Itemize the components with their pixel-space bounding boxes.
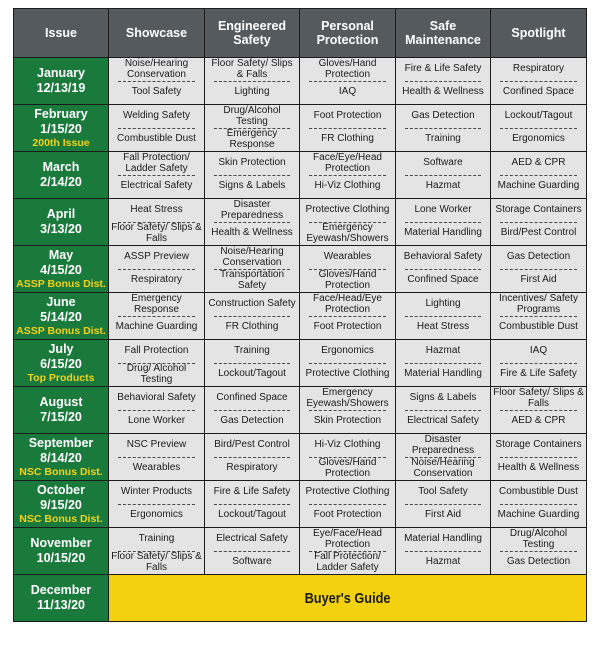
topic-cell-engineered-safety: [205, 528, 300, 575]
topic-primary: Bird/Pest Control: [214, 439, 290, 451]
issue-cell: [14, 387, 109, 434]
topic-cell-spotlight: [491, 293, 587, 340]
topic-cell-spotlight: [491, 387, 587, 434]
issue-date: 10/15/20: [36, 551, 86, 565]
topic-secondary: Ergonomics: [512, 133, 565, 145]
topic-secondary: Confined Space: [407, 274, 479, 286]
table-row: [14, 293, 587, 340]
topic-primary: Signs & Labels: [409, 392, 477, 404]
topic-primary: Behavioral Safety: [403, 251, 483, 263]
issue-date: 6/15/20: [40, 356, 82, 371]
header-personal-protection: Personal Protection: [300, 9, 396, 58]
issue-date: 8/14/20: [40, 450, 82, 465]
topic-secondary: AED & CPR: [511, 415, 566, 427]
table-row: [14, 246, 587, 293]
topic-secondary: Fall Protection/ Ladder Safety: [314, 551, 381, 573]
topic-secondary: Emergency Eyewash/Showers: [306, 222, 389, 244]
topic-cell-spotlight: [491, 152, 587, 199]
topic-cell-spotlight: [491, 340, 587, 387]
topic-cell-personal-protection: [300, 58, 396, 105]
topic-cell-personal-protection: [300, 152, 396, 199]
table-row: [14, 58, 587, 105]
topic-secondary: Gas Detection: [220, 415, 284, 427]
topic-primary: ASSP Preview: [124, 251, 189, 263]
topic-primary: Hi-Viz Clothing: [314, 439, 381, 451]
topic-secondary: Material Handling: [404, 368, 482, 380]
topic-secondary: FR Clothing: [321, 133, 374, 145]
topic-secondary: Fire & Life Safety: [500, 368, 577, 380]
topic-cell-personal-protection: [300, 105, 396, 152]
issue-note: NSC Bonus Dist.: [19, 465, 103, 478]
issue-note: NSC Bonus Dist.: [19, 512, 103, 525]
topic-cell-showcase: [109, 293, 205, 340]
issue-month: January: [37, 66, 85, 80]
topic-secondary: Machine Guarding: [497, 180, 580, 192]
topic-cell-safe-maintenance: [396, 340, 491, 387]
topic-primary: Incentives/ Safety Programs: [499, 293, 578, 315]
topic-primary: Eye/Face/Head Protection: [313, 528, 382, 550]
topic-secondary: Ergonomics: [130, 509, 183, 521]
topic-primary: Winter Products: [120, 486, 193, 498]
topic-primary: Training: [138, 533, 175, 545]
header-safe-maintenance: Safe Maintenance: [396, 9, 491, 58]
issue-date: 2/14/20: [40, 175, 82, 189]
topic-cell-engineered-safety: [205, 199, 300, 246]
issue-date: 1/15/20: [40, 121, 82, 136]
editorial-calendar: [13, 8, 587, 622]
issue-date: 4/15/20: [40, 262, 82, 277]
issue-month: May: [48, 247, 74, 262]
issue-month: February: [34, 106, 88, 121]
topic-secondary: Emergency Response: [226, 128, 278, 150]
issue-cell: [14, 152, 109, 199]
buyers-guide-label: Buyer's Guide: [304, 589, 391, 607]
issue-cell: [14, 58, 109, 105]
topic-secondary: Tool Safety: [131, 86, 182, 98]
topic-primary: Behavioral Safety: [117, 392, 196, 404]
topic-primary: Noise/Hearing Conservation: [220, 246, 284, 268]
topic-primary: Emergency Eyewash/Showers: [306, 387, 389, 409]
topic-cell-safe-maintenance: [396, 58, 491, 105]
topic-cell-personal-protection: [300, 434, 396, 481]
topic-cell-safe-maintenance: [396, 199, 491, 246]
topic-primary: Material Handling: [404, 533, 482, 545]
issue-note: Top Products: [27, 371, 95, 384]
header-engineered-safety: Engineered Safety: [205, 9, 300, 58]
issue-month: August: [39, 395, 83, 409]
topic-cell-safe-maintenance: [396, 152, 491, 199]
topic-cell-showcase: [109, 58, 205, 105]
topic-primary: Drug/Alcohol Testing: [223, 105, 281, 127]
topic-primary: Gas Detection: [506, 251, 571, 263]
issue-cell: [14, 481, 109, 528]
issue-cell: [14, 199, 109, 246]
topic-secondary: Drug/ Alcohol Testing: [126, 363, 187, 385]
topic-primary: Protective Clothing: [305, 486, 390, 498]
topic-primary: Fall Protection: [124, 345, 189, 357]
table-row: [14, 434, 587, 481]
topic-primary: Confined Space: [216, 392, 288, 404]
topic-cell-spotlight: [491, 246, 587, 293]
topic-primary: Gas Detection: [411, 110, 475, 122]
topic-primary: Storage Containers: [495, 204, 582, 216]
topic-secondary: Gloves/Hand Protection: [318, 457, 377, 479]
topic-cell-spotlight: [491, 434, 587, 481]
topic-primary: Emergency Response: [131, 293, 182, 315]
topic-secondary: Hazmat: [425, 180, 461, 192]
topic-cell-showcase: [109, 340, 205, 387]
topic-cell-personal-protection: [300, 387, 396, 434]
issue-note: ASSP Bonus Dist.: [16, 277, 106, 290]
issue-cell: [14, 246, 109, 293]
topic-primary: Electrical Safety: [216, 533, 288, 545]
topic-cell-showcase: [109, 105, 205, 152]
issue-month: September: [28, 435, 94, 450]
topic-cell-spotlight: [491, 199, 587, 246]
table-row: [14, 199, 587, 246]
topic-cell-showcase: [109, 481, 205, 528]
topic-cell-showcase: [109, 152, 205, 199]
topic-cell-engineered-safety: [205, 387, 300, 434]
topic-secondary: Respiratory: [226, 462, 278, 474]
topic-primary: Foot Protection: [313, 110, 382, 122]
table-row: [14, 575, 587, 622]
issue-cell: [14, 105, 109, 152]
table-row: [14, 340, 587, 387]
topic-cell-showcase: [109, 246, 205, 293]
topic-secondary: Transportation Safety: [219, 269, 285, 291]
issue-cell: [14, 340, 109, 387]
issue-date: 12/13/19: [36, 81, 86, 95]
issue-cell: [14, 575, 109, 622]
topic-secondary: Material Handling: [404, 227, 482, 239]
topic-primary: Fire & Life Safety: [213, 486, 291, 498]
topic-cell-engineered-safety: [205, 246, 300, 293]
topic-cell-engineered-safety: [205, 340, 300, 387]
issue-month: July: [48, 341, 74, 356]
topic-secondary: Noise/Hearing Conservation: [411, 457, 475, 479]
header-issue: Issue: [14, 9, 109, 58]
topic-cell-safe-maintenance: [396, 481, 491, 528]
topic-cell-personal-protection: [300, 199, 396, 246]
topic-secondary: FR Clothing: [225, 321, 279, 333]
topic-secondary: Bird/Pest Control: [500, 227, 577, 239]
topic-secondary: Signs & Labels: [218, 180, 286, 192]
issue-date: 9/15/20: [40, 497, 82, 512]
topic-cell-safe-maintenance: [396, 528, 491, 575]
topic-cell-showcase: [109, 434, 205, 481]
topic-cell-engineered-safety: [205, 434, 300, 481]
topic-primary: Storage Containers: [495, 439, 582, 451]
table-row: [14, 105, 587, 152]
topic-secondary: Training: [425, 133, 461, 145]
topic-primary: NSC Preview: [126, 439, 187, 451]
topic-secondary: Software: [232, 556, 272, 568]
topic-cell-engineered-safety: [205, 105, 300, 152]
topic-secondary: Health & Wellness: [211, 227, 293, 239]
table-row: [14, 528, 587, 575]
issue-month: December: [30, 583, 92, 597]
topic-cell-personal-protection: [300, 246, 396, 293]
topic-primary: Construction Safety: [208, 298, 296, 310]
issue-month: November: [30, 536, 92, 550]
issue-month: April: [46, 207, 76, 221]
topic-cell-safe-maintenance: [396, 293, 491, 340]
header-spotlight: Spotlight: [491, 9, 587, 58]
topic-secondary: Machine Guarding: [115, 321, 198, 333]
topic-primary: Drug/Alcohol Testing: [509, 528, 568, 550]
topic-cell-safe-maintenance: [396, 105, 491, 152]
topic-secondary: Floor Safety/ Slips & Falls: [111, 222, 202, 244]
topic-secondary: Respiratory: [130, 274, 183, 286]
header-showcase: Showcase: [109, 9, 205, 58]
topic-secondary: Floor Safety/ Slips & Falls: [111, 551, 202, 573]
topic-cell-personal-protection: [300, 528, 396, 575]
topic-primary: Software: [423, 157, 463, 169]
topic-cell-safe-maintenance: [396, 246, 491, 293]
issue-date: 3/13/20: [40, 222, 82, 236]
topic-secondary: Combustible Dust: [499, 321, 578, 333]
issue-date: 5/14/20: [40, 309, 82, 324]
topic-primary: AED & CPR: [511, 157, 566, 169]
topic-cell-engineered-safety: [205, 152, 300, 199]
table-row: [14, 387, 587, 434]
topic-secondary: Hi-Viz Clothing: [314, 180, 381, 192]
topic-primary: Tool Safety: [418, 486, 468, 498]
issue-month: October: [37, 482, 85, 497]
issue-month: March: [42, 160, 80, 174]
topic-cell-personal-protection: [300, 293, 396, 340]
topic-secondary: Foot Protection: [313, 321, 382, 333]
topic-secondary: Gas Detection: [506, 556, 571, 568]
header-row: [14, 9, 587, 58]
topic-secondary: Lighting: [234, 86, 270, 98]
topic-primary: Ergonomics: [321, 345, 374, 357]
topic-primary: Welding Safety: [122, 110, 191, 122]
topic-secondary: Electrical Safety: [120, 180, 193, 192]
topic-cell-spotlight: [491, 481, 587, 528]
topic-cell-personal-protection: [300, 481, 396, 528]
topic-secondary: Wearables: [132, 462, 181, 474]
topic-primary: Hazmat: [425, 345, 461, 357]
topic-primary: Fall Protection/ Ladder Safety: [123, 152, 190, 174]
topic-primary: Protective Clothing: [305, 204, 390, 216]
issue-month: June: [46, 294, 76, 309]
issue-cell: [14, 434, 109, 481]
topic-primary: Heat Stress: [130, 204, 183, 216]
topic-cell-engineered-safety: [205, 481, 300, 528]
topic-primary: Noise/Hearing Conservation: [124, 58, 189, 80]
table-row: [14, 481, 587, 528]
topic-cell-safe-maintenance: [396, 434, 491, 481]
topic-secondary: Foot Protection: [313, 509, 382, 521]
topic-primary: Respiratory: [512, 63, 565, 75]
table-row: [14, 152, 587, 199]
issue-cell: [14, 293, 109, 340]
topic-primary: IAQ: [529, 345, 548, 357]
issue-date: 11/13/20: [37, 598, 85, 612]
topic-primary: Disaster Preparedness: [220, 199, 284, 221]
issue-note: 200th Issue: [32, 136, 90, 149]
buyers-guide-cell: [109, 575, 587, 622]
topic-primary: Face/Eye/Head Protection: [313, 152, 382, 174]
topic-primary: Lighting: [425, 298, 461, 310]
topic-secondary: Protective Clothing: [305, 368, 390, 380]
topic-primary: Skin Protection: [218, 157, 286, 169]
topic-cell-showcase: [109, 199, 205, 246]
topic-secondary: Health & Wellness: [402, 86, 484, 98]
topic-secondary: Heat Stress: [416, 321, 470, 333]
topic-secondary: Skin Protection: [313, 415, 382, 427]
topic-secondary: Lockout/Tagout: [218, 368, 286, 380]
topic-cell-spotlight: [491, 528, 587, 575]
topic-cell-spotlight: [491, 105, 587, 152]
topic-primary: Face/Head/Eye Protection: [313, 293, 382, 315]
topic-primary: Gloves/Hand Protection: [318, 58, 377, 80]
topic-secondary: Lone Worker: [127, 415, 186, 427]
topic-cell-engineered-safety: [205, 293, 300, 340]
topic-primary: Disaster Preparedness: [411, 434, 475, 456]
topic-cell-safe-maintenance: [396, 387, 491, 434]
topic-secondary: First Aid: [520, 274, 557, 286]
topic-cell-spotlight: [491, 58, 587, 105]
topic-secondary: First Aid: [424, 509, 462, 521]
topic-primary: Wearables: [323, 251, 372, 263]
topic-primary: Floor Safety/ Slips & Falls: [493, 387, 584, 409]
topic-secondary: IAQ: [338, 86, 357, 98]
topic-secondary: Health & Wellness: [497, 462, 580, 474]
topic-secondary: Lockout/Tagout: [218, 509, 286, 521]
topic-secondary: Machine Guarding: [497, 509, 580, 521]
topic-cell-personal-protection: [300, 340, 396, 387]
topic-primary: Fire & Life Safety: [404, 63, 482, 75]
topic-primary: Floor Safety/ Slips & Falls: [211, 58, 293, 80]
calendar-table: [13, 8, 587, 622]
topic-secondary: Combustible Dust: [117, 133, 196, 145]
topic-primary: Training: [234, 345, 270, 357]
topic-secondary: Gloves/Hand Protection: [318, 269, 377, 291]
topic-cell-engineered-safety: [205, 58, 300, 105]
topic-primary: Lone Worker: [414, 204, 472, 216]
topic-secondary: Confined Space: [502, 86, 575, 98]
topic-cell-showcase: [109, 528, 205, 575]
topic-cell-showcase: [109, 387, 205, 434]
topic-primary: Combustible Dust: [499, 486, 578, 498]
topic-secondary: Hazmat: [425, 556, 461, 568]
issue-cell: [14, 528, 109, 575]
issue-note: ASSP Bonus Dist.: [16, 324, 106, 337]
topic-secondary: Electrical Safety: [407, 415, 479, 427]
issue-date: 7/15/20: [40, 410, 82, 424]
topic-primary: Lockout/Tagout: [504, 110, 573, 122]
